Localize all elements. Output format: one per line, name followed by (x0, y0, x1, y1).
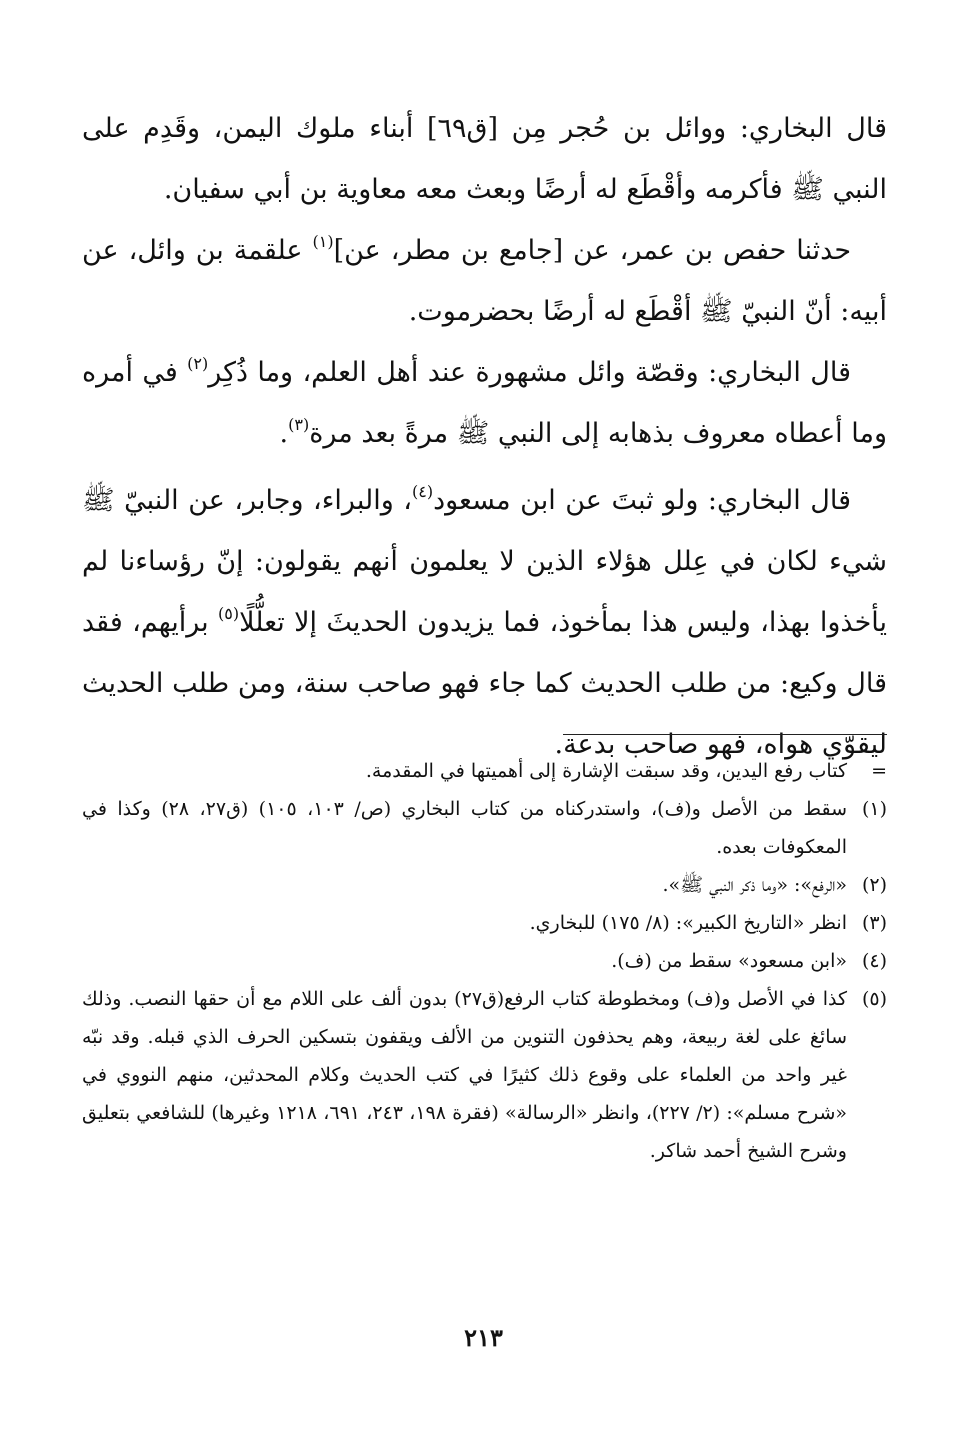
footnote-3 (82, 904, 887, 942)
footnote-ref-1: (١) (312, 232, 334, 251)
footnote-4 (82, 942, 887, 980)
footnote-text: كذا في الأصل و(ف) ومخطوطة كتاب الرفع(ق٢٧) بدون ألف على اللام مع أن حقها النصب. وذلك سائغ على لغة ربيعة، وهم يحذفون التنوين من الألف ويقفون بتسكين الحرف الذي قبله. وقد نبّه غير واحد من العلماء على وقوع ذلك كثيرًا في كتب الحديث وكلام المحدثين، منهم النووي في «شرح مسلم»: (٢/ ٢٢٧)، وانظر «الرسالة» (فقرة ١٩٨، ٢٤٣، ٦٩١، ١٢١٨ وغيرها) للشافعي بتعليق وشرح الشيخ أحمد شاكر. (82, 988, 847, 1162)
footnote-marker: (١) (861, 798, 887, 820)
footnote-ref-4: (٤) (411, 482, 434, 501)
footnote-text: كتاب رفع اليدين، وقد سبقت الإشارة إلى أهميتها في المقدمة. (365, 760, 847, 782)
footnote-marker: (٢) (861, 874, 887, 896)
footnote-continuation (82, 752, 887, 790)
footnotes-block (82, 752, 887, 1170)
paragraph-1: قال البخاري: ووائل بن حُجر مِن [ق٦٩] أبناء ملوك اليمن، وقَدِم على النبي ﷺ فأكرمه وأقْطَع له أرضًا وبعث معه معاوية بن أبي سفيان. (82, 113, 888, 205)
paragraph-2 (82, 220, 887, 342)
footnote-5 (82, 980, 887, 1170)
footnote-ref-5: (٥) (218, 604, 240, 623)
paragraph-4 (82, 470, 887, 775)
footnote-text: انظر «التاريخ الكبير»: (٨/ ١٧٥) للبخاري. (529, 912, 847, 934)
paragraph-2-text-after: علقمة بن وائل، عن أبيه: أنّ النبيّ ﷺ أقْطَع له أرضًا بحضرموت. (82, 235, 887, 327)
footnote-2 (82, 866, 887, 904)
footnote-marker: (٣) (861, 912, 887, 934)
paragraph-3-text-middle: في أمره وما أعطاه معروف بذهابه إلى النبي ﷺ مرةً بعد مرة (82, 357, 887, 449)
footnote-marker: = (871, 760, 887, 782)
paragraph-4-text-after: برأيهم، فقد قال وكيع: من طلب الحديث كما جاء فهو صاحب سنة، ومن طلب الحديث ليقوّي هواه، فهو صاحب بدعة. (82, 607, 887, 760)
paragraph-3-text-before: قال البخاري: وقصّة وائل مشهورة عند أهل العلم، وما ذُكِر (208, 357, 851, 388)
paragraph-3 (82, 342, 887, 464)
footnote-ref-3: (٣) (288, 415, 310, 434)
footnote-text: «ابن مسعود» سقط من (ف). (611, 950, 847, 972)
footnote-ref-2: (٢) (187, 354, 209, 373)
paragraph-4-text-before: قال البخاري: ولو ثبتَ عن ابن مسعود (433, 485, 851, 516)
page-number: ٢١٣ (464, 1323, 503, 1352)
footnote-separator (563, 734, 887, 735)
footnote-1 (82, 790, 887, 866)
footnote-text: «الرفع»: «وما ذكر النبي ﷺ». (662, 874, 847, 896)
footnote-marker: (٤) (861, 950, 887, 972)
paragraph-3-text-after: . (279, 418, 289, 449)
main-text-block (82, 98, 887, 775)
footnote-text: سقط من الأصل و(ف)، واستدركناه من كتاب البخاري (ص/ ١٠٣، ١٠٥) (ق٢٧، ٢٨) وكذا في المعكوفات بعده. (82, 798, 847, 858)
footnote-marker: (٥) (861, 988, 887, 1010)
paragraph-2-text-before: حدثنا حفص بن عمر، عن [جامع بن مطر، عن] (333, 235, 852, 266)
paragraph-4-text-middle: ، والبراء، وجابر، عن النبيّ ﷺ شيء لكان في عِلل هؤلاء الذين لا يعلمون أنهم يقولون: إنّ رؤساءنا لم يأخذوا بهذا، وليس هذا بمأخوذ، فما يزيدون الحديثَ إلا تعلُّلًا (82, 485, 887, 638)
